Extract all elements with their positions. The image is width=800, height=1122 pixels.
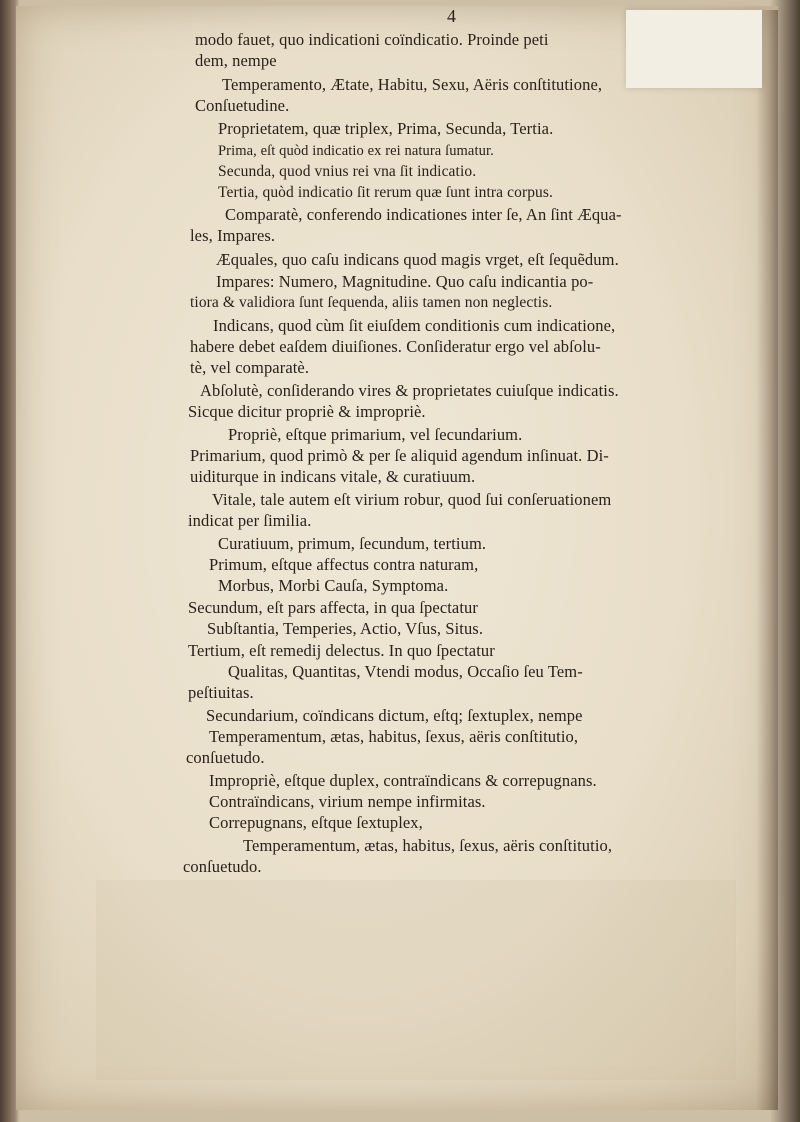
text-line: Contraïndicans, virium nempe infirmitas. xyxy=(209,792,486,811)
text-line: Tertia, quòd indicatio ſit rerum quæ ſunt intra corpus. xyxy=(218,184,554,201)
text-line: indicat per ſimilia. xyxy=(188,511,312,530)
text-line: Temperamentum, ætas, habitus, ſexus, aëris conſtitutio, xyxy=(209,727,579,746)
text-line: Proprietatem, quæ triplex, Prima, Secunda, Tertia. xyxy=(218,119,554,138)
text-line: Subſtantia, Temperies, Actio, Vſus, Situs. xyxy=(207,619,484,638)
text-line: les, Impares. xyxy=(190,226,276,245)
text-line: Conſuetudine. xyxy=(195,96,290,115)
text-line: uiditurque in indicans vitale, & curatiuum. xyxy=(190,467,476,486)
text-line: Secundarium, coïndicans dictum, eſtq; ſextuplex, nempe xyxy=(206,706,583,725)
text-line: Curatiuum, primum, ſecundum, tertium. xyxy=(218,534,487,553)
text-line: Temperamentum, ætas, habitus, ſexus, aëris conſtitutio, xyxy=(243,836,613,855)
text-line: habere debet eaſdem diuiſiones. Conſideratur ergo vel abſolu- xyxy=(190,337,601,356)
text-line: Sicque dicitur propriè & impropriè. xyxy=(188,402,426,421)
text-line: conſuetudo. xyxy=(186,748,265,767)
text-line: Qualitas, Quantitas, Vtendi modus, Occaſio ſeu Tem- xyxy=(228,662,583,681)
text-line: Impares: Numero, Magnitudine. Quo caſu indicantia po- xyxy=(216,272,594,291)
text-line: Indicans, quod cùm ſit eiuſdem conditionis cum indicatione, xyxy=(213,316,616,335)
text-line: modo fauet, quo indicationi coïndicatio. Proinde peti xyxy=(195,30,549,49)
text-line: Primarium, quod primò & per ſe aliquid agendum inſinuat. Di- xyxy=(190,446,609,465)
page-number: 4 xyxy=(447,6,457,26)
text-line: Propriè, eſtque primarium, vel ſecundarium. xyxy=(228,425,523,444)
text-line: dem, nempe xyxy=(195,51,277,70)
text-line: Comparatè, conferendo indicationes inter ſe, An ſint Æqua- xyxy=(225,205,622,224)
text-line: tè, vel comparatè. xyxy=(190,358,310,377)
text-line: Temperamento, Ætate, Habitu, Sexu, Aëris conſtitutione, xyxy=(222,75,603,94)
text-line: Impropriè, eſtque duplex, contraïndicans & correpugnans. xyxy=(209,771,597,790)
text-line: Secunda, quod vnius rei vna ſit indicatio. xyxy=(218,163,477,180)
text-line: tiora & validiora ſunt ſequenda, aliis tamen non neglectis. xyxy=(190,294,553,311)
text-line: Æquales, quo caſu indicans quod magis vrget, eſt ſequẽdum. xyxy=(216,250,619,269)
text-line: Secundum, eſt pars affecta, in qua ſpectatur xyxy=(188,598,478,617)
text-line: Vitale, tale autem eſt virium robur, quod ſui conſeruationem xyxy=(212,490,612,509)
text-line: Correpugnans, eſtque ſextuplex, xyxy=(209,813,423,832)
text-line: Abſolutè, conſiderando vires & proprietates cuiuſque indicatis. xyxy=(200,381,619,400)
text-line: Tertium, eſt remedij delectus. In quo ſpectatur xyxy=(188,641,495,660)
text-line: Primum, eſtque affectus contra naturam, xyxy=(209,555,479,574)
text-line: peſtiuitas. xyxy=(188,683,254,702)
text-line: Morbus, Morbi Cauſa, Symptoma. xyxy=(218,576,449,595)
text-line: conſuetudo. xyxy=(183,857,262,876)
text-line: Prima, eſt quòd indicatio ex rei natura ſumatur. xyxy=(218,143,494,159)
